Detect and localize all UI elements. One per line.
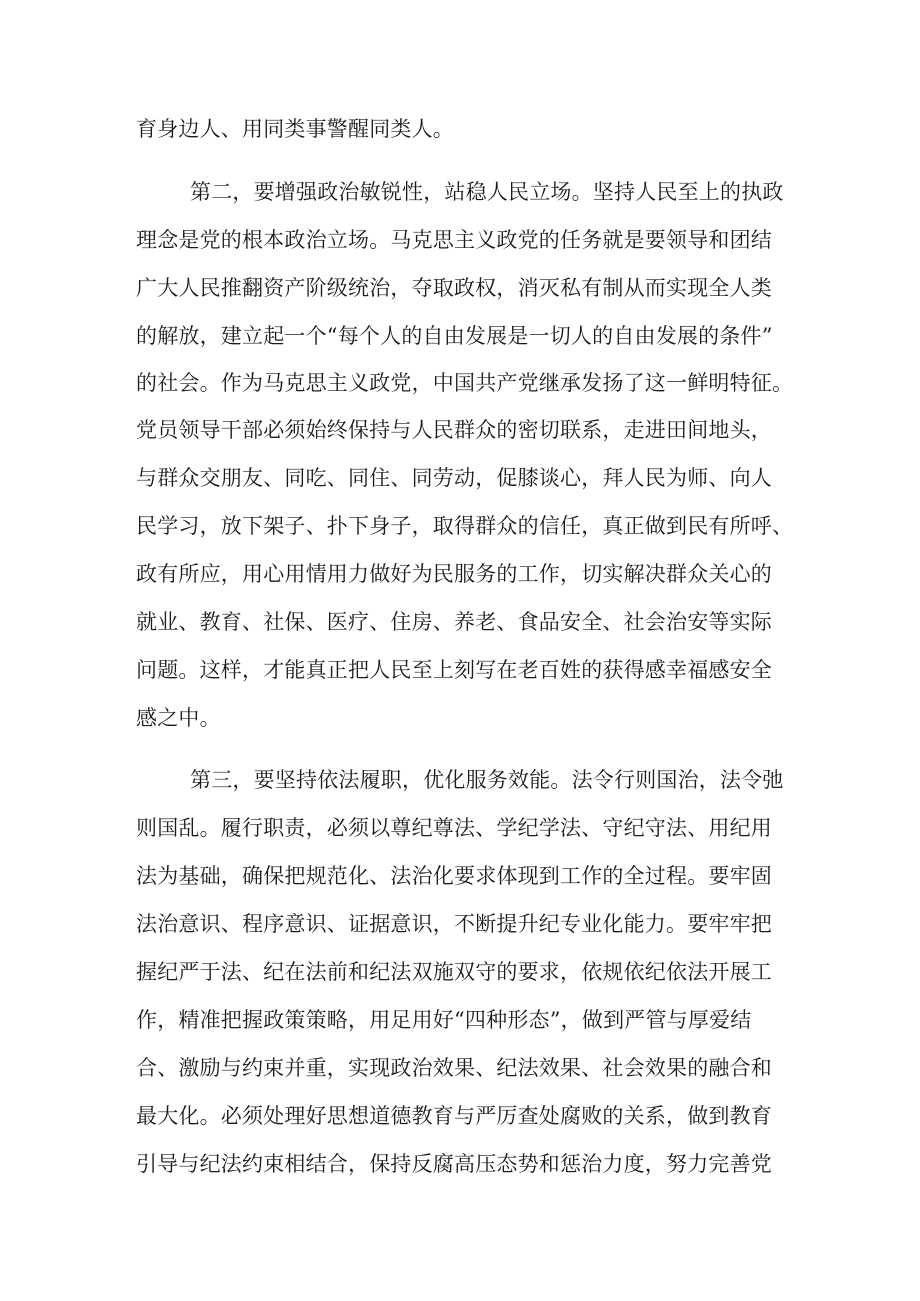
text-line: 政有所应，用心用情用力做好为民服务的工作，切实解决群众关心的 xyxy=(136,562,772,586)
text-line: 握纪严于法、纪在法前和纪法双施双守的要求，依规依纪依法开展工 xyxy=(136,960,772,984)
text-line: 法治意识、程序意识、证据意识，不断提升纪专业化能力。要牢牢把 xyxy=(136,912,772,936)
text-line: 广大人民推翻资产阶级统治，夺取政权，消灭私有制从而实现全人类 xyxy=(136,276,772,300)
text-line: 理念是党的根本政治立场。马克思主义政党的任务就是要领导和团结 xyxy=(136,228,772,252)
text-line: 就业、教育、社保、医疗、住房、养老、食品安全、社会治安等实际 xyxy=(136,610,772,634)
paragraph-3-first-line: 第三，要坚持依法履职，优化服务效能。法令行则国治，法令弛 xyxy=(190,768,784,792)
text-line: 引导与纪法约束相结合，保持反腐高压态势和惩治力度，努力完善党 xyxy=(136,1152,772,1176)
text-line: 育身边人、用同类事警醒同类人。 xyxy=(136,117,454,141)
text-line: 则国乱。履行职责，必须以尊纪尊法、学纪学法、守纪守法、用纪用 xyxy=(136,816,772,840)
text-line: 作，精准把握政策策略，用足用好“四种形态”，做到严管与厚爱结 xyxy=(136,1008,752,1032)
text-line: 的社会。作为马克思主义政党，中国共产党继承发扬了这一鲜明特征。 xyxy=(136,371,794,395)
text-line: 感之中。 xyxy=(136,706,221,730)
text-line: 与群众交朋友、同吃、同住、同劳动，促膝谈心，拜人民为师、向人 xyxy=(136,466,772,490)
text-line: 问题。这样，才能真正把人民至上刻写在老百姓的获得感幸福感安全 xyxy=(136,658,772,682)
text-line: 最大化。必须处理好思想道德教育与严厉查处腐败的关系，做到教育 xyxy=(136,1104,772,1128)
text-line: 合、激励与约束并重，实现政治效果、纪法效果、社会效果的融合和 xyxy=(136,1056,772,1080)
paragraph-2-first-line: 第二，要增强政治敏锐性，站稳人民立场。坚持人民至上的执政 xyxy=(190,180,784,204)
text-line: 民学习，放下架子、扑下身子，取得群众的信任，真正做到民有所呼、 xyxy=(136,514,794,538)
text-line: 的解放，建立起一个“每个人的自由发展是一切人的自由发展的条件” xyxy=(136,324,773,348)
text-line: 党员领导干部必须始终保持与人民群众的密切联系，走进田间地头， xyxy=(136,418,772,442)
text-line: 法为基础，确保把规范化、法治化要求体现到工作的全过程。要牢固 xyxy=(136,864,772,888)
